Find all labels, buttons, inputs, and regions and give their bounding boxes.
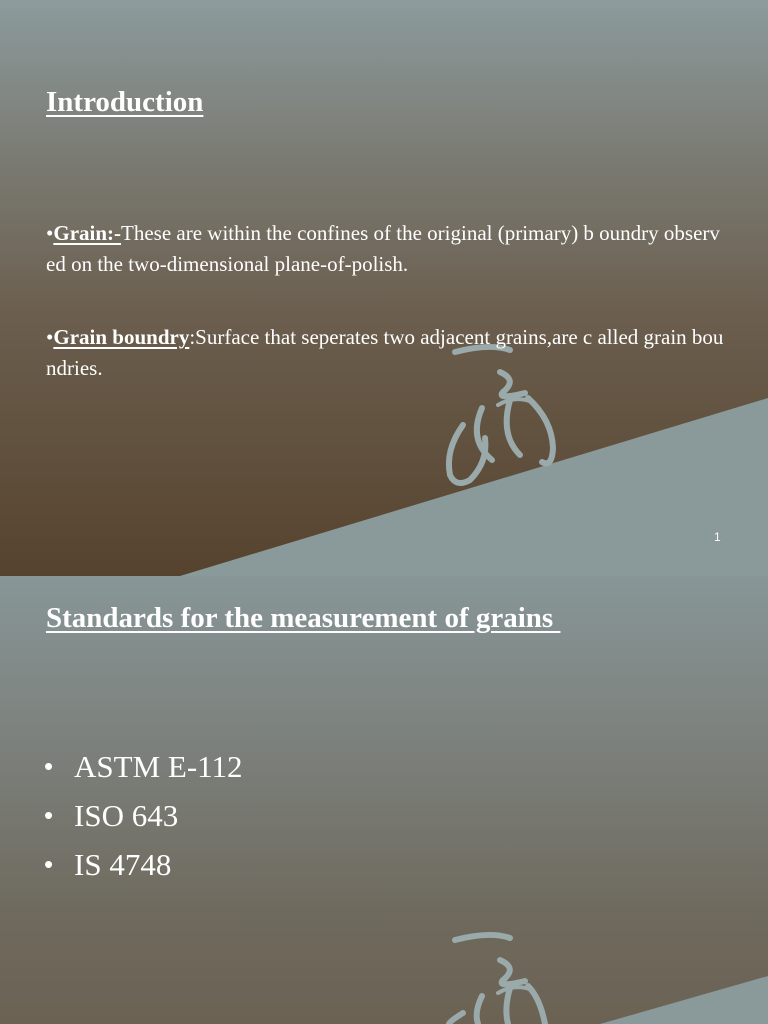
grain-definition <box>46 218 726 280</box>
slide-2-title: Standards for the measurement of grains <box>46 602 561 634</box>
standard-is: IS 4748 <box>74 847 172 882</box>
grain-boundry-term: Grain boundry <box>53 325 190 349</box>
diagonal-ribbon <box>180 398 768 576</box>
slide-1-title: Introduction <box>46 86 204 118</box>
diagonal-ribbon <box>600 976 768 1024</box>
bullet: • <box>44 751 54 781</box>
grain-boundry-definition <box>46 322 726 384</box>
bullet: • <box>46 325 54 349</box>
bullet: • <box>46 221 54 245</box>
list-item <box>44 742 243 791</box>
list-item <box>44 840 243 889</box>
bullet: • <box>44 800 54 830</box>
page-number: 1 <box>714 530 721 544</box>
cyclist-icon <box>449 935 545 1024</box>
list-item <box>44 791 243 840</box>
standard-iso: ISO 643 <box>74 798 179 833</box>
grain-description: These are within the confines of the original (primary) b oundry observed on the two-dimensional plane-of-polish. <box>46 221 720 276</box>
bullet: • <box>44 849 54 879</box>
standards-list <box>44 742 243 889</box>
grain-term: Grain:- <box>53 221 122 245</box>
grain-boundry-description: :Surface that seperates two adjacent grains,are c alled grain boundries. <box>46 325 724 380</box>
standard-astm: ASTM E-112 <box>74 749 243 784</box>
slide-2 <box>0 576 768 1024</box>
